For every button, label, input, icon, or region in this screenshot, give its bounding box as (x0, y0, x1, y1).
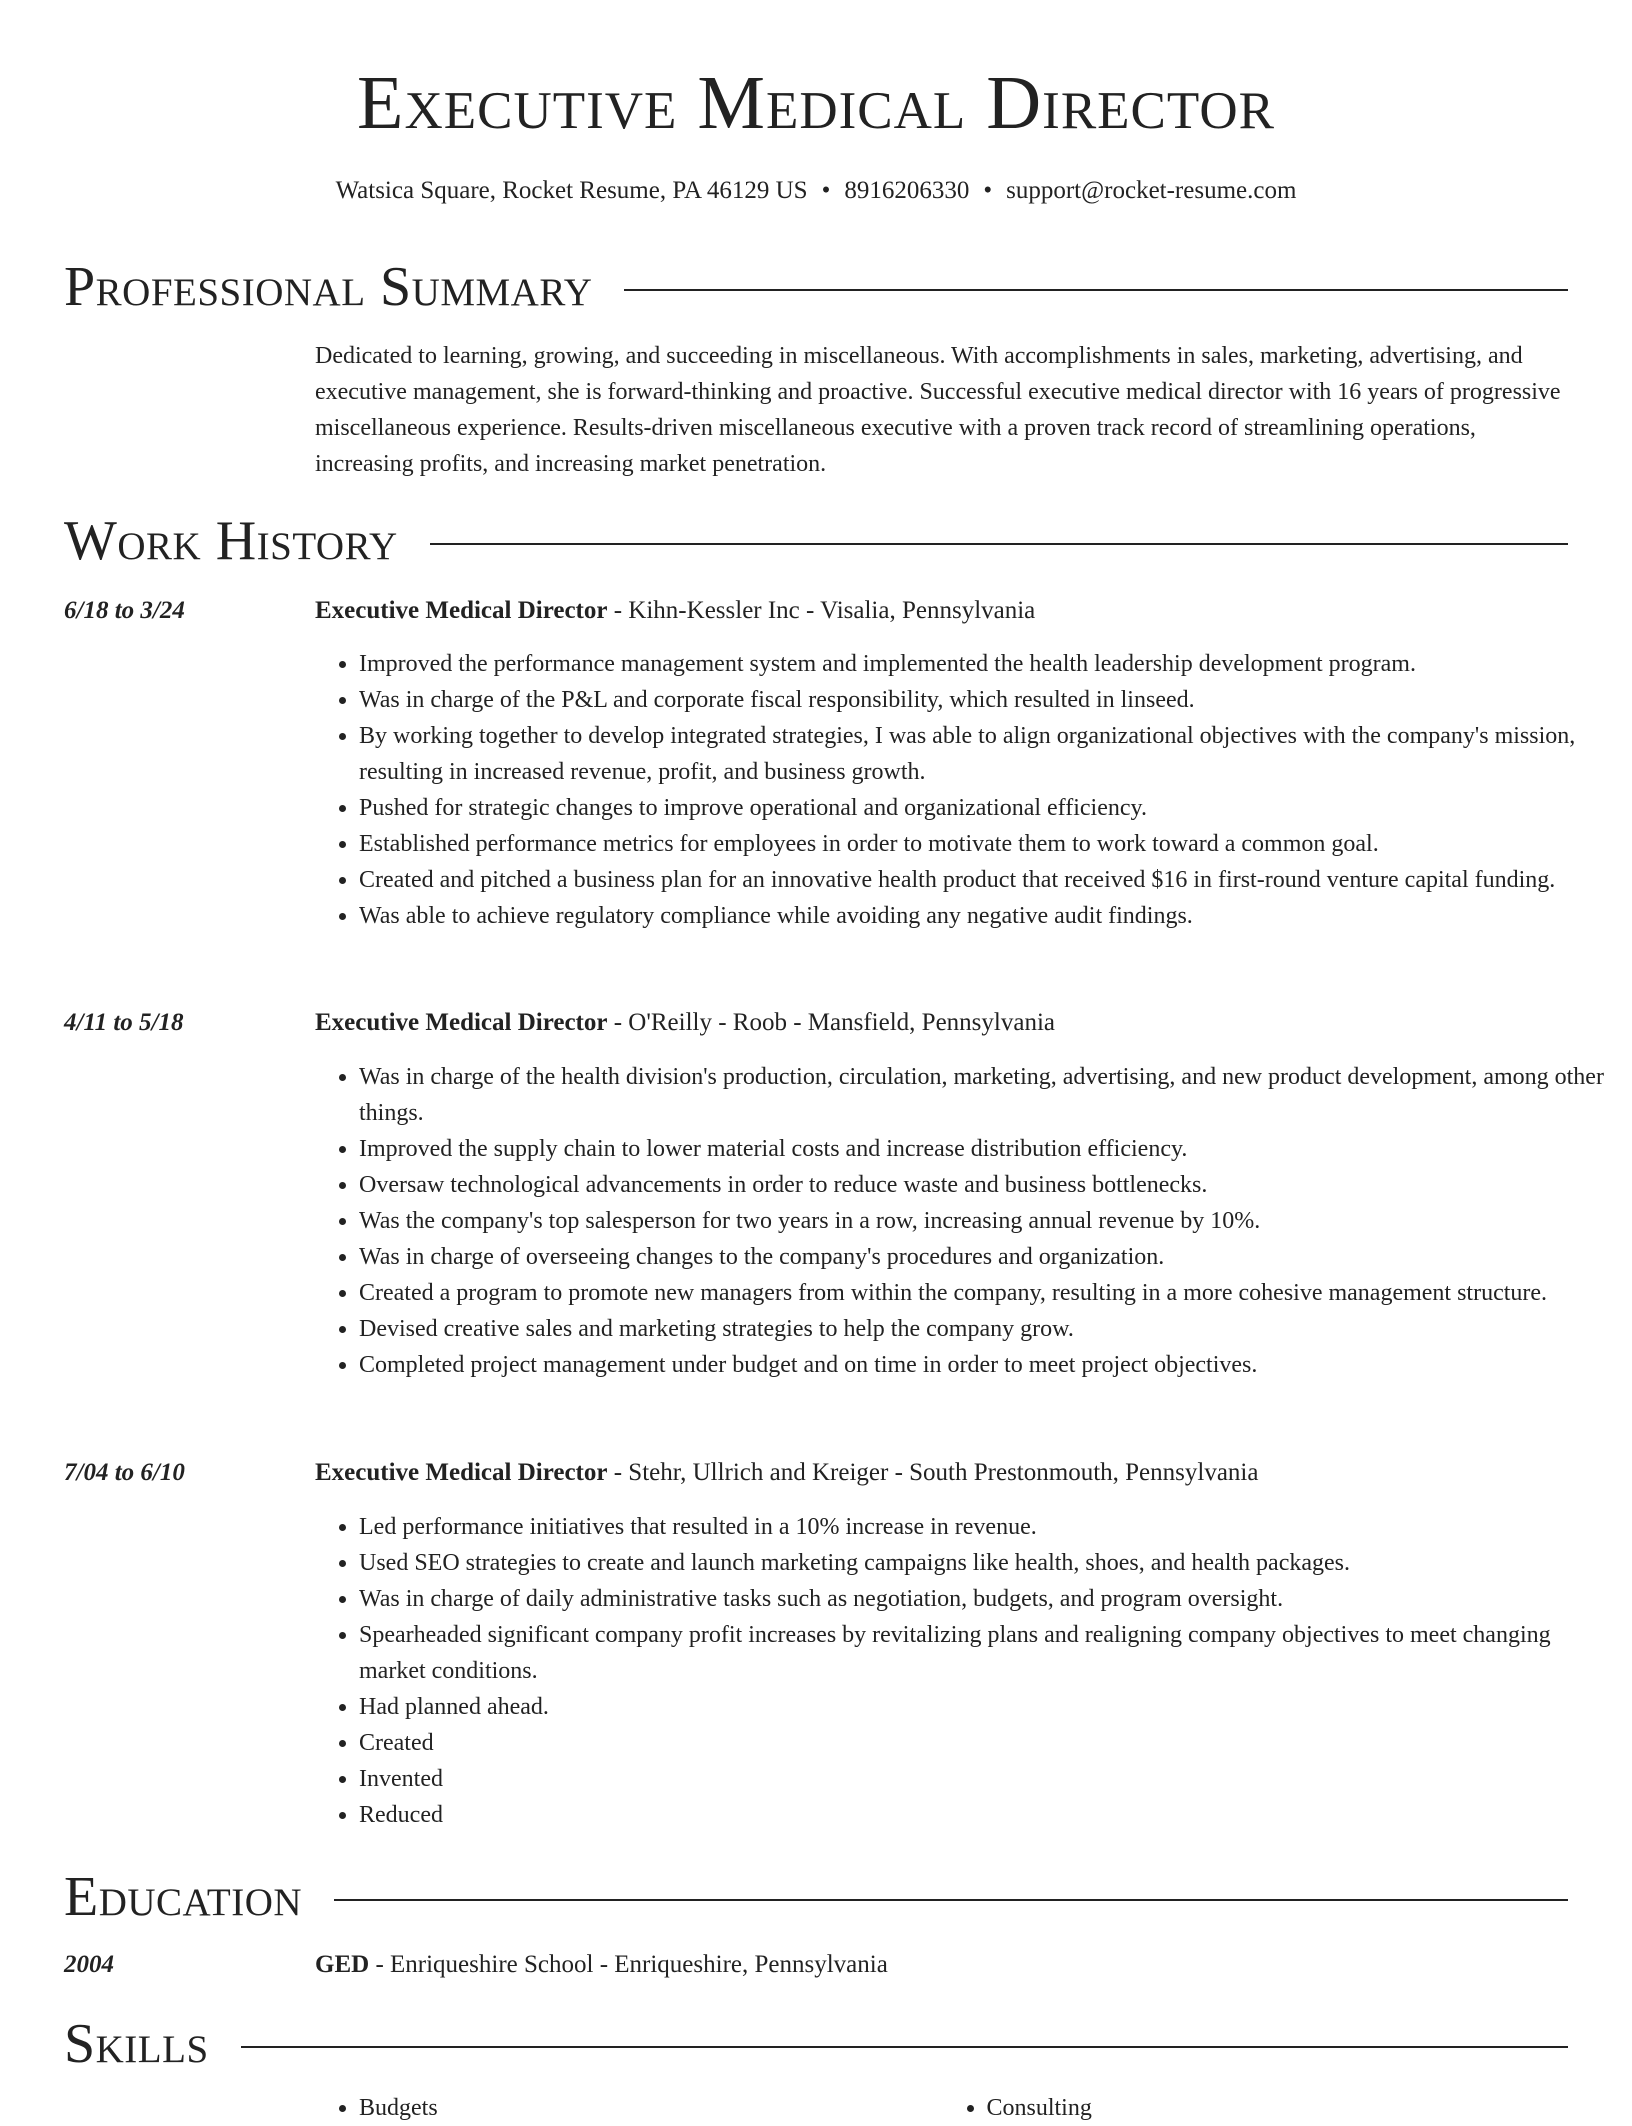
skills-list (315, 2090, 1570, 2126)
education-year: 2004 (64, 1951, 114, 1978)
job-bullet: • Oversaw technological advancements in order to reduce waste and business bottlenecks. (359, 1167, 1614, 1203)
job-details: - Kihn-Kessler Inc - Visalia, Pennsylvania (607, 597, 1036, 624)
job-bullet: • Reduced (359, 1797, 1614, 1833)
work-section-header (64, 508, 1568, 574)
job-bullet: • Used SEO strategies to create and launch marketing campaigns like health, shoes, and health packages. (359, 1545, 1614, 1581)
job-bullet: • Devised creative sales and marketing strategies to help the company grow. (359, 1311, 1614, 1347)
section-divider (241, 2046, 1568, 2048)
job-bullet: • Had planned ahead. (359, 1689, 1614, 1725)
summary-section-header (64, 254, 1568, 320)
job-title-line (315, 1455, 1258, 1491)
contact-separator: • (821, 177, 831, 204)
education-degree: GED (315, 1951, 370, 1978)
job-details: - Stehr, Ullrich and Kreiger - South Prestonmouth, Pennsylvania (607, 1459, 1259, 1486)
contact-separator: • (983, 177, 993, 204)
education-section-header (64, 1864, 1568, 1930)
job-bullet: • Created (359, 1725, 1614, 1761)
job-bullet: • Was in charge of the P&L and corporate fiscal responsibility, which resulted in linseed. (359, 682, 1614, 718)
skill-item: • Consulting (987, 2090, 1571, 2126)
job-role: Executive Medical Director (315, 1009, 608, 1036)
section-divider (334, 1899, 1568, 1901)
job-bullet: • Was able to achieve regulatory compliance while avoiding any negative audit findings. (359, 898, 1614, 934)
job-bullet: • Improved the performance management system and implemented the health leadership development program. (359, 646, 1614, 682)
resume-title: Executive Medical Director (357, 61, 1275, 145)
education-line (315, 1947, 888, 1983)
job-role: Executive Medical Director (315, 1459, 608, 1486)
job-bullet: • Created and pitched a business plan for an innovative health product that received $16 in first-round venture capital funding. (359, 862, 1614, 898)
job-bullet: • Spearheaded significant company profit increases by revitalizing plans and realigning company objectives to meet changing market conditions. (359, 1617, 1614, 1689)
job-bullets (315, 646, 1614, 934)
job-bullets (315, 1059, 1614, 1383)
contact-address: Watsica Square, Rocket Resume, PA 46129 US (335, 177, 808, 204)
section-title: Skills (64, 2013, 209, 2075)
job-bullet: • Created a program to promote new managers from within the company, resulting in a more cohesive management structure. (359, 1275, 1614, 1311)
section-title: Education (64, 1866, 303, 1928)
job-title-line (315, 593, 1035, 629)
job-bullet: • Established performance metrics for employees in order to motivate them to work toward a common goal. (359, 826, 1614, 862)
section-divider (430, 543, 1568, 545)
job-dates: 4/11 to 5/18 (64, 1009, 184, 1036)
skills-column-left (315, 2090, 943, 2126)
job-bullet: • Led performance initiatives that resulted in a 10% increase in revenue. (359, 1509, 1614, 1545)
job-bullet: • Improved the supply chain to lower material costs and increase distribution efficiency. (359, 1131, 1614, 1167)
job-bullet: • By working together to develop integrated strategies, I was able to align organizational objectives with the company's mission, resulting in increased revenue, profit, and business growth. (359, 718, 1614, 790)
job-role: Executive Medical Director (315, 597, 608, 624)
job-dates: 7/04 to 6/10 (64, 1459, 185, 1486)
section-title: Professional Summary (64, 256, 593, 318)
section-divider (624, 289, 1568, 291)
skills-column-right (943, 2090, 1571, 2126)
contact-line (0, 173, 1632, 209)
job-bullet: • Invented (359, 1761, 1614, 1797)
job-bullet: • Was in charge of daily administrative tasks such as negotiation, budgets, and program oversight. (359, 1581, 1614, 1617)
contact-email: support@rocket-resume.com (1006, 177, 1297, 204)
skill-item: • Budgets (359, 2090, 943, 2126)
job-details: - O'Reilly - Roob - Mansfield, Pennsylvania (607, 1009, 1055, 1036)
contact-phone: 8916206330 (844, 177, 970, 204)
education-details: - Enriqueshire School - Enriqueshire, Pennsylvania (369, 1951, 888, 1978)
skills-section-header (64, 2011, 1568, 2077)
job-bullet: • Completed project management under budget and on time in order to meet project objectives. (359, 1347, 1614, 1383)
job-bullets (315, 1509, 1614, 1833)
job-bullet: • Was the company's top salesperson for two years in a row, increasing annual revenue by 10%. (359, 1203, 1614, 1239)
job-title-line (315, 1005, 1055, 1041)
section-title: Work History (64, 510, 398, 572)
job-bullet: • Pushed for strategic changes to improve operational and organizational efficiency. (359, 790, 1614, 826)
job-bullet: • Was in charge of the health division's production, circulation, marketing, advertising, and new product development, among other things. (359, 1059, 1614, 1131)
summary-text: Dedicated to learning, growing, and succeeding in miscellaneous. With accomplishments in sales, marketing, advertising, and executive management, she is forward-thinking and proactive. Successful executive medical director with 16 years of progressive miscellaneous experience. Results-driven miscellaneous executive with a proven track record of streamlining operations, increasing profits, and increasing market penetration. (315, 343, 1561, 477)
job-bullet: • Was in charge of overseeing changes to the company's procedures and organization. (359, 1239, 1614, 1275)
job-dates: 6/18 to 3/24 (64, 597, 185, 624)
